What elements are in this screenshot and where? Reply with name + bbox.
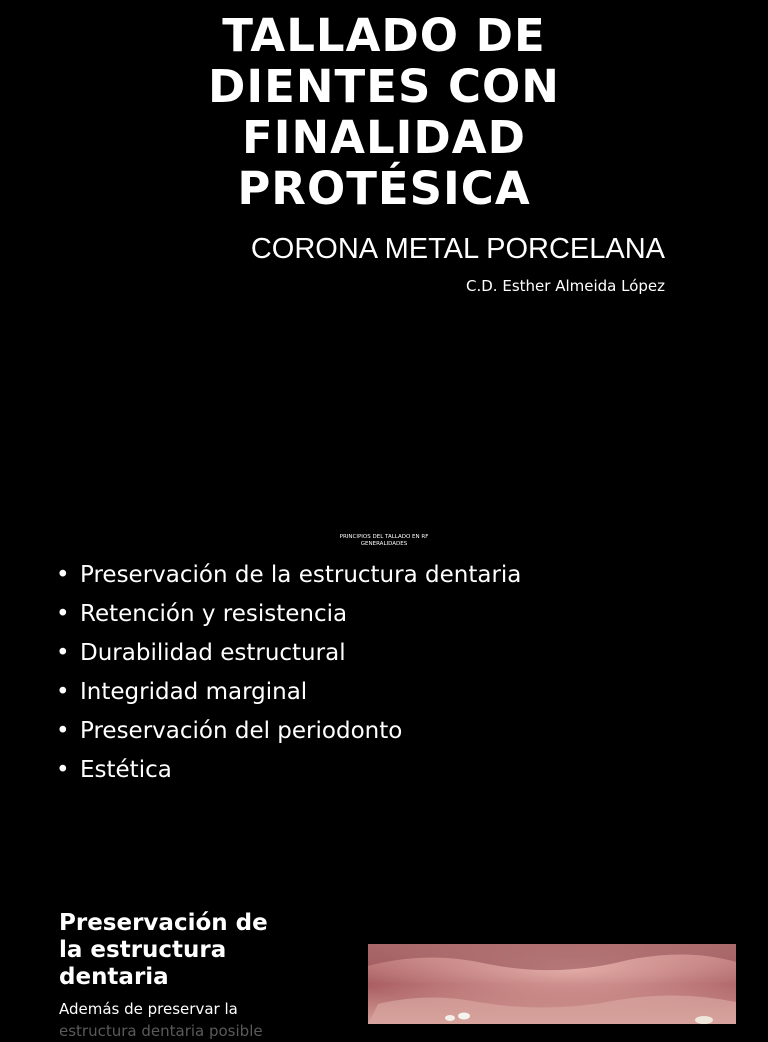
section-heading [59,910,319,991]
author-name: C.D. Esther Almeida López [466,277,665,295]
section-heading-line: dentaria [59,964,169,990]
list-item [56,712,521,751]
list-item [56,595,521,634]
list-item-text: Preservación del periodonto [80,718,403,744]
section-body [59,998,349,1042]
slide-caption [284,534,484,548]
title-line: FINALIDAD [242,111,526,164]
title-line: PROTÉSICA [237,162,531,215]
list-item [56,751,521,790]
section-body-line-partial: estructura dentaria posible [59,1022,263,1040]
section-heading-line: la estructura [59,937,227,963]
bullet-icon: • [56,757,70,783]
principles-list [56,556,521,790]
caption-line: PRINCIPIOS DEL TALLADO EN RF [339,534,429,540]
presentation-subtitle: CORONA METAL PORCELANA [250,233,665,265]
list-item [56,634,521,673]
list-item-text: Integridad marginal [80,679,308,705]
bullet-icon: • [56,679,70,705]
list-item-text: Retención y resistencia [80,601,348,627]
bullet-icon: • [56,562,70,588]
title-line: TALLADO DE [222,9,546,62]
section-body-line: Además de preservar la [59,1000,238,1018]
bullet-icon: • [56,718,70,744]
title-line: DIENTES CON [208,60,560,113]
bullet-icon: • [56,640,70,666]
caption-line: GENERALIDADES [360,541,408,547]
list-item-text: Estética [80,757,172,783]
dental-photo-image [368,944,736,1024]
list-item [56,556,521,595]
section-heading-line: Preservación de [59,910,268,936]
bullet-icon: • [56,601,70,627]
list-item [56,673,521,712]
presentation-title [134,10,634,214]
list-item-text: Durabilidad estructural [80,640,346,666]
dental-photo [368,944,736,1024]
list-item-text: Preservación de la estructura dentaria [80,562,522,588]
